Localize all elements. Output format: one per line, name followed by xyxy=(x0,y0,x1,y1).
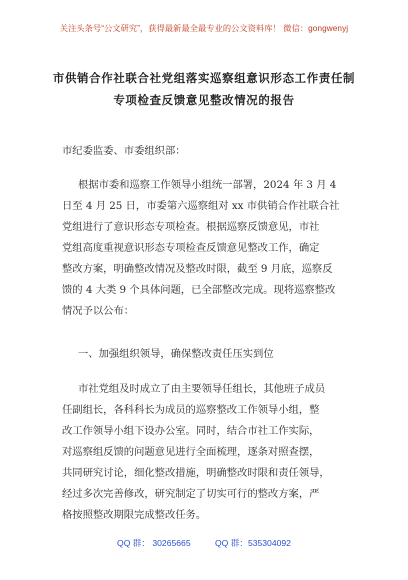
section-heading-1: 一、加强组织领导，确保整改责任压实到位 xyxy=(78,348,274,360)
qq-group-1: QQ 群： 30265665 xyxy=(117,538,191,548)
paragraph-line: 对巡察组反馈的问题意见进行全面梳理，逐条对照查摆， xyxy=(62,446,320,458)
paragraph-line: 情况予以公布： xyxy=(62,305,135,317)
salutation: 市纪委监委、市委组织部： xyxy=(62,145,186,157)
qq-group-2: QQ 群：535304092 xyxy=(215,538,291,548)
promo-banner: 关注头条号“公文研究”，获得最新最全最专业的公文资料库！ 微信：gongwenyj xyxy=(59,24,349,33)
paragraph-line: 格按照整改期限完成整改任务。 xyxy=(62,509,207,521)
paragraph-line: 共同研究讨论，细化整改措施，明确整改时限和责任领导， xyxy=(62,467,330,479)
paragraph-line: 改工作领导小组下设办公室。同时，结合市社工作实际， xyxy=(62,425,320,437)
paragraph-line: 日至 4 月 25 日，市委第六巡察组对 xx 市供销合作社联合社 xyxy=(62,200,340,212)
paragraph-line: 馈的 4 大类 9 个具体问题，已全部整改完成。现将巡察整改 xyxy=(62,284,336,296)
paragraph-line: 党组进行了意识形态专项检查。根据巡察反馈意见，市社 xyxy=(62,221,320,233)
footer-contact xyxy=(0,537,408,549)
paragraph-line: 经过多次完善修改，研究制定了切实可行的整改方案，严 xyxy=(62,488,320,500)
paragraph-line: 整改方案，明确整改情况及整改时限，截至 9 月底，巡察反 xyxy=(62,263,333,275)
paragraph-line: 任副组长，各科科长为成员的巡察整改工作领导小组，整 xyxy=(62,404,320,416)
document-title-line-1: 市供销合作社联合社党组落实巡察组意识形态工作责任制 xyxy=(52,71,356,85)
document-title-line-2: 专项检查反馈意见整改情况的报告 xyxy=(113,93,295,107)
paragraph-line: 市社党组及时成立了由主要领导任组长，其他班子成员 xyxy=(78,383,326,395)
paragraph-line: 党组高度重视意识形态专项检查反馈意见整改工作，确定 xyxy=(62,242,320,254)
paragraph-line: 根据市委和巡察工作领导小组统一部署，2024 年 3 月 4 xyxy=(78,179,337,191)
